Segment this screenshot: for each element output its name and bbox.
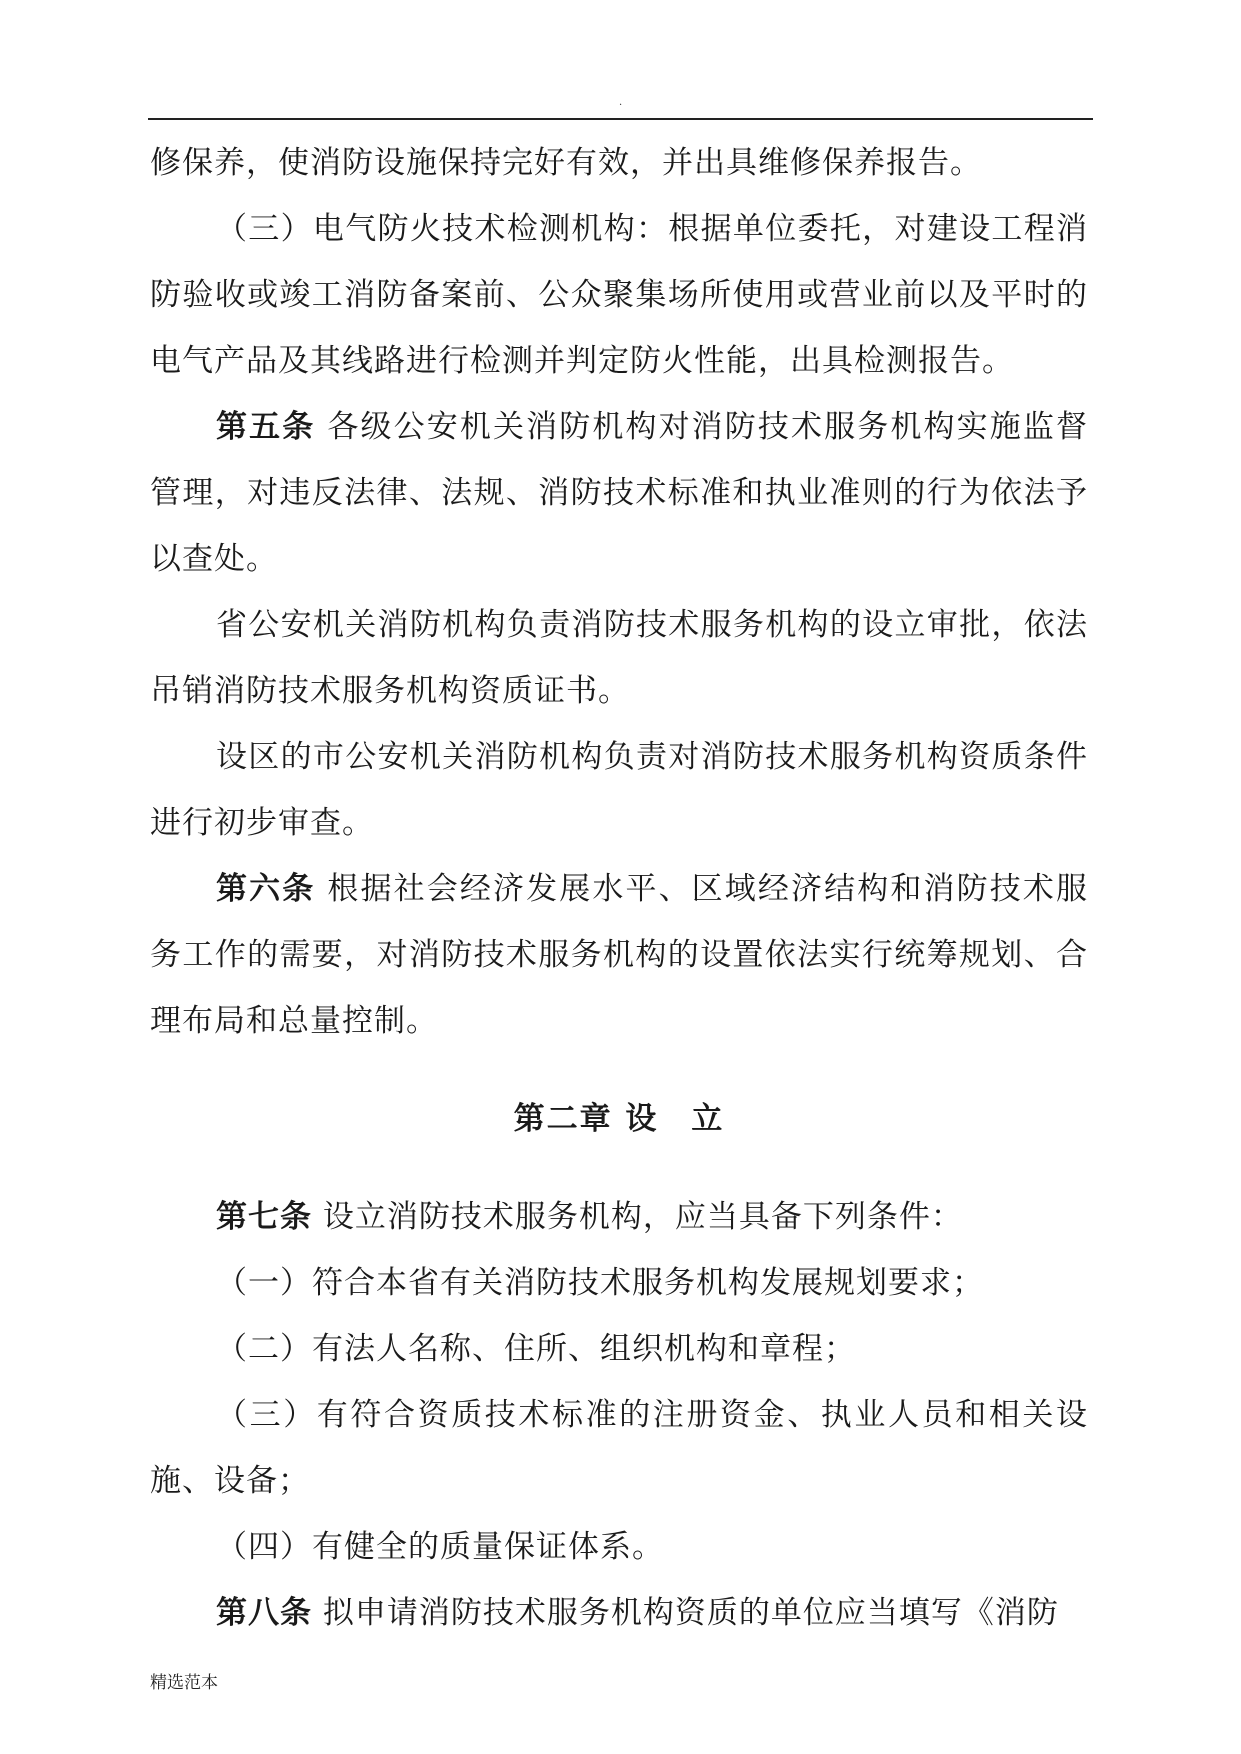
condition-item-2: （二）有法人名称、住所、组织机构和章程；	[216, 1331, 856, 1367]
article-text: 各级公安机关消防机构对消防技术服务机构实施监督管理，对违反法律、法规、消防技术标准和执业准则的行为依法予以查处。	[150, 409, 1089, 577]
article-7	[150, 1184, 1088, 1250]
article-text: 根据社会经济发展水平、区域经济结构和消防技术服务工作的需要，对消防技术服务机构的设置依法实行统筹规划、合理布局和总量控制。	[150, 871, 1089, 1039]
article-5	[150, 394, 1088, 592]
paragraph-municipal: 设区的市公安机关消防机构负责对消防技术服务机构资质条件进行初步审查。	[150, 739, 1088, 841]
article-number: 第七条	[216, 1199, 312, 1235]
paragraph-continuation: 修保养，使消防设施保持完好有效，并出具维修保养报告。	[150, 145, 982, 181]
condition-item-3: （三）有符合资质技术标准的注册资金、执业人员和相关设施、设备；	[150, 1397, 1088, 1499]
paragraph-provincial: 省公安机关消防机构负责消防技术服务机构的设立审批，依法吊销消防技术服务机构资质证书。	[150, 607, 1088, 709]
article-8	[150, 1580, 1088, 1646]
paragraph-item-electrical: （三）电气防火技术检测机构：根据单位委托，对建设工程消防验收或竣工消防备案前、公众聚集场所使用或营业前以及平时的电气产品及其线路进行检测并判定防火性能，出具检测报告。	[150, 211, 1088, 379]
article-number: 第六条	[216, 871, 316, 907]
article-text: 拟申请消防技术服务机构资质的单位应当填写《消防	[322, 1595, 1059, 1631]
article-text: 设立消防技术服务机构，应当具备下列条件：	[322, 1199, 963, 1235]
document-body	[150, 130, 1088, 1646]
footer-label: 精选范本	[150, 1673, 218, 1693]
chapter-heading: 第二章 设 立	[513, 1101, 725, 1137]
condition-item-4: （四）有健全的质量保证体系。	[216, 1529, 664, 1565]
article-6	[150, 856, 1088, 1054]
header-mark: .	[619, 97, 623, 108]
header-rule	[148, 118, 1093, 120]
condition-item-1: （一）符合本省有关消防技术服务机构发展规划要求；	[216, 1265, 984, 1301]
article-number: 第八条	[216, 1595, 312, 1631]
article-number: 第五条	[216, 409, 316, 445]
